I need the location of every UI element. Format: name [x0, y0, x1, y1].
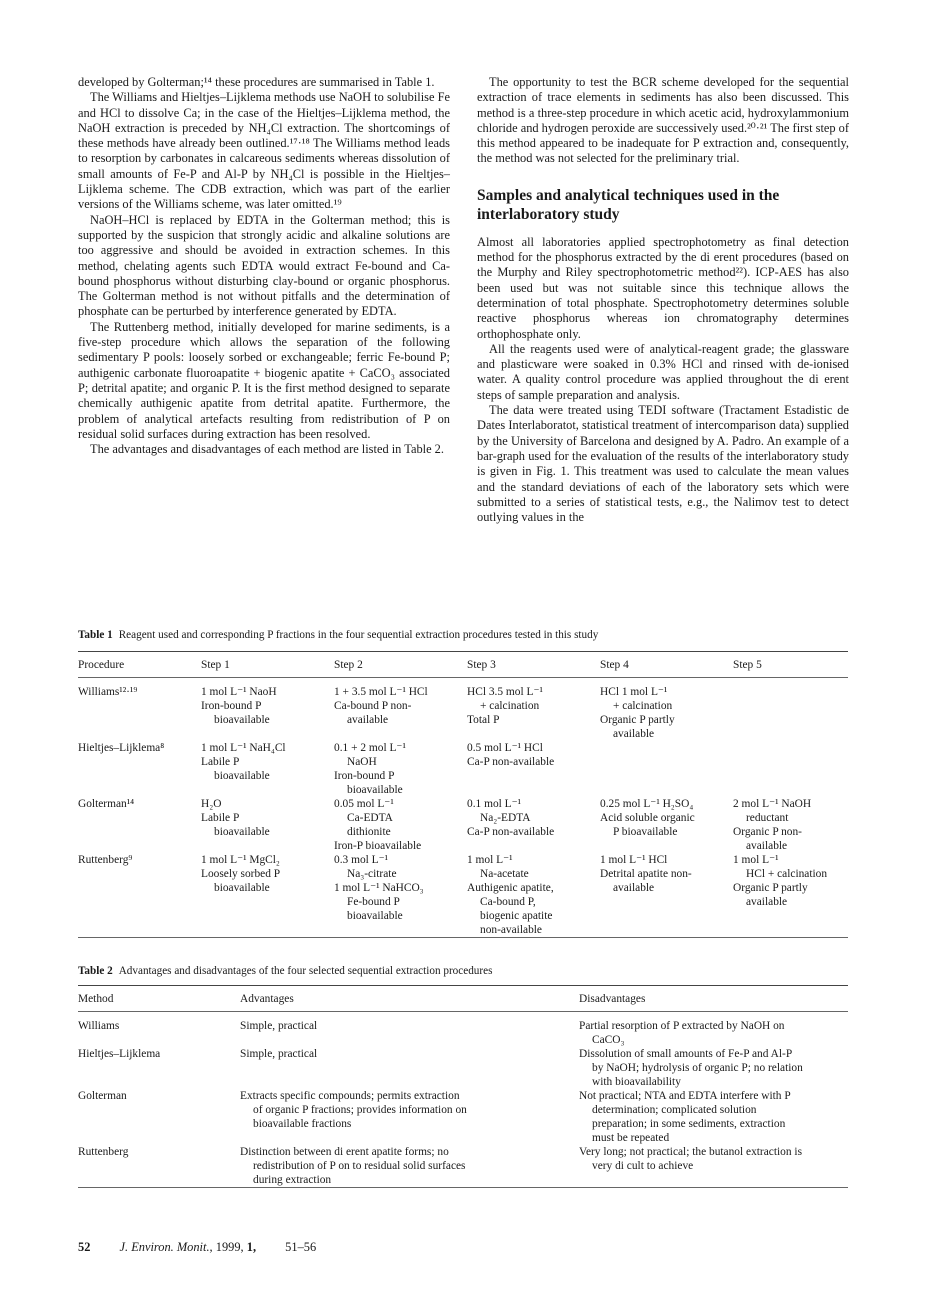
cell-line: Not practical; NTA and EDTA interfere with P [579, 1090, 791, 1102]
column-header: Disadvantages [579, 993, 646, 1005]
cell-line: Ca-bound P, [480, 896, 536, 908]
cell-line: available [613, 728, 655, 740]
cell-line: preparation; in some sediments, extraction [592, 1118, 786, 1130]
cell-line: must be repeated [592, 1132, 670, 1144]
table-cell [334, 797, 467, 853]
cell-line: H₂O [201, 798, 222, 810]
cell-line: 1 mol L⁻¹ MgCl₂ [201, 854, 280, 866]
cell-line: Loosely sorbed P [201, 868, 281, 880]
table-cell [240, 1012, 579, 1048]
cell-line: biogenic apatite [480, 910, 553, 922]
cell-line: 1 mol L⁻¹ NaH₄Cl [201, 742, 286, 754]
table-row [78, 853, 848, 938]
table-row [78, 1047, 848, 1089]
cell-line: Ca-EDTA [347, 812, 393, 824]
cell-line: Detrital apatite non- [600, 868, 692, 880]
paragraph: The opportunity to test the BCR scheme developed for the sequential extraction of trace elements in sediments has also been discussed. This method is a three-step procedure in which acetic acid, hydroxylammonium chloride and hydrogen peroxide are successively used.²⁰·²¹ The first step of this method appeared to be inadequate for P extraction and, consequently, the method was not selected for the preliminary trial. [477, 75, 849, 166]
table1 [78, 651, 848, 938]
cell-line: available [613, 882, 655, 894]
page-range: 51–56 [285, 1240, 317, 1254]
column-header: Step 4 [600, 659, 629, 671]
table-cell [600, 741, 733, 797]
table-cell [78, 853, 201, 938]
cell-line: Organic P partly [733, 882, 808, 894]
table-cell [579, 1145, 848, 1188]
table-cell [600, 678, 733, 742]
paragraph: The Williams and Hieltjes–Lijklema methods use NaOH to solubilise Fe and HCl to dissolve Ca; in the case of the Hieltjes–Lijklema method, the NaOH extraction is preceded by NH₄Cl extraction. The shortcomings of these methods have already been outlined.¹⁷·¹⁸ The Williams method leads to resorption by carbonates in calcareous sediments whereas dissolution of small amounts of Fe-P and Al-P by NH₄Cl is possible in the Hieltjes–Lijklema scheme. The CDB extraction, which was part of the earlier versions of the Williams scheme, was later omitted.¹⁹ [78, 90, 450, 212]
table-cell [78, 741, 201, 797]
table-cell [201, 853, 334, 938]
cell-line: Hieltjes–Lijklema [78, 1048, 161, 1060]
cell-line: Ca-P non-available [467, 756, 555, 768]
cell-line: Simple, practical [240, 1048, 318, 1060]
cell-line: Distinction between di erent apatite forms; no [240, 1146, 449, 1158]
cell-line: Ca-bound P non- [334, 700, 412, 712]
table-cell [240, 1047, 579, 1089]
cell-line: 1 mol L⁻¹ HCl [600, 854, 668, 866]
table-cell [78, 1012, 240, 1048]
cell-line: with bioavailability [592, 1076, 681, 1088]
column-header: Procedure [78, 659, 125, 671]
page-footer [78, 1240, 316, 1255]
cell-line: Authigenic apatite, [467, 882, 554, 894]
cell-line: available [746, 840, 788, 852]
cell-line: bioavailable [347, 784, 403, 796]
paragraph: developed by Golterman;¹⁴ these procedures are summarised in Table 1. [78, 75, 435, 89]
cell-line: Na-acetate [480, 868, 529, 880]
cell-line: 0.25 mol L⁻¹ H₂SO₄ [600, 798, 694, 810]
paragraph: The advantages and disadvantages of each method are listed in Table 2. [90, 442, 444, 457]
cell-line: Iron-bound P [334, 770, 395, 782]
table-row [78, 1012, 848, 1048]
cell-line: 0.05 mol L⁻¹ [334, 798, 394, 810]
table1-caption [78, 629, 598, 641]
cell-line: Ruttenberg⁹ [78, 854, 133, 866]
table-row [78, 797, 848, 853]
cell-line: Organic P non- [733, 826, 802, 838]
cell-line: Simple, practical [240, 1020, 318, 1032]
table-row [78, 678, 848, 742]
column-header: Advantages [240, 993, 294, 1005]
cell-line: Organic P partly [600, 714, 675, 726]
column-header: Step 5 [733, 659, 762, 671]
cell-line: 1 mol L⁻¹ [733, 854, 779, 866]
table1-caption-text: Reagent used and corresponding P fractions in the four sequential extraction procedures tested in this study [118, 629, 599, 641]
table2-caption-text: Advantages and disadvantages of the four selected sequential extraction procedures [118, 965, 493, 977]
cell-line: bioavailable [214, 882, 270, 894]
cell-line: HCl 1 mol L⁻¹ [600, 686, 668, 698]
cell-line: Labile P [201, 812, 240, 824]
table-row [78, 741, 848, 797]
table-cell [240, 1145, 579, 1188]
table-header-row [78, 986, 848, 1012]
table-cell [201, 741, 334, 797]
cell-line: HCl 3.5 mol L⁻¹ [467, 686, 543, 698]
table1-label: Table 1 [78, 629, 113, 641]
cell-line: 1 mol L⁻¹ NaoH [201, 686, 277, 698]
cell-line: CaCO₃ [592, 1034, 625, 1046]
journal-name: J. Environ. Monit., [119, 1240, 213, 1254]
table-cell [733, 853, 848, 938]
cell-line: 0.1 + 2 mol L⁻¹ [334, 742, 406, 754]
cell-line: Extracts specific compounds; permits extraction [240, 1090, 460, 1102]
cell-line: 0.1 mol L⁻¹ [467, 798, 522, 810]
cell-line: + calcination [480, 700, 540, 712]
cell-line: Hieltjes–Lijklema⁸ [78, 742, 165, 754]
cell-line: non-available [480, 924, 542, 936]
cell-line: Iron-bound P [201, 700, 262, 712]
column-header: Step 2 [334, 659, 363, 671]
table-cell [579, 1047, 848, 1089]
cell-line: Fe-bound P [347, 896, 400, 908]
cell-line: Very long; not practical; the butanol extraction is [579, 1146, 803, 1158]
cell-line: Na₂-EDTA [480, 812, 531, 824]
cell-line: P bioavailable [613, 826, 678, 838]
table2-label: Table 2 [78, 965, 113, 977]
cell-line: 0.5 mol L⁻¹ HCl [467, 742, 543, 754]
left-column [78, 75, 450, 457]
cell-line: Labile P [201, 756, 240, 768]
table2 [78, 985, 848, 1188]
cell-line: HCl + calcination [746, 868, 828, 880]
table-cell [600, 853, 733, 938]
right-column [477, 75, 849, 525]
table-cell [78, 797, 201, 853]
cell-line: NaOH [347, 756, 377, 768]
cell-line: 1 mol L⁻¹ [467, 854, 513, 866]
table-cell [600, 797, 733, 853]
table-row [78, 1089, 848, 1145]
cell-line: of organic P fractions; provides information on [253, 1104, 467, 1116]
cell-line: 1 mol L⁻¹ NaHCO₃ [334, 882, 424, 894]
table-cell [78, 1047, 240, 1089]
table-header-row [78, 652, 848, 678]
volume: 1, [246, 1240, 257, 1254]
cell-line: very di cult to achieve [592, 1160, 694, 1172]
cell-line: + calcination [613, 700, 673, 712]
column-header: Step 1 [201, 659, 230, 671]
cell-line: Iron-P bioavailable [334, 840, 422, 852]
table-row [78, 1145, 848, 1188]
table-cell [201, 678, 334, 742]
cell-line: dithionite [347, 826, 391, 838]
paragraph: Almost all laboratories applied spectrophotometry as final detection method for the phosphorus extracted by the di erent procedures (based on the Murphy and Riley spectrophotometric method²²). ICP-AES has also been used but was not suitable since this technique allows the determination of total phosphate. Spectrophotometry determines soluble reactive phosphorus whereas ion chromatography determines orthophosphate only. [477, 234, 849, 341]
cell-line: Acid soluble organic [600, 812, 695, 824]
cell-line: by NaOH; hydrolysis of organic P; no relation [592, 1062, 803, 1074]
table-cell [78, 678, 201, 742]
cell-line: Golterman [78, 1090, 127, 1102]
table-cell [240, 1089, 579, 1145]
table-cell [467, 678, 600, 742]
paragraph: All the reagents used were of analytical-reagent grade; the glassware and plasticware were soaked in 0.3% HCl and rinsed with de-ionised water. A quality control procedure was applied throughout the di erent steps of sample preparation and analysis. [477, 341, 849, 402]
paragraph: The Ruttenberg method, initially developed for marine sediments, is a five-step procedure which allows the separation of the following sedimentary P pools: loosely sorbed or exchangeable; ferric Fe-bound P; authigenic carbonate fluoroapatite + biogenic apatite + CaCO₃ associated P; detrital apatite; and organic P. It is the first method designed to separate chemically authigenic apatite from detrital apatite. Furthermore, the problem of analytical artefacts resulting from redistribution of P on residual solid surfaces during extraction has been resolved. [78, 319, 450, 441]
cell-line: available [347, 714, 389, 726]
table-cell [78, 1089, 240, 1145]
cell-line: bioavailable fractions [253, 1118, 352, 1130]
table-cell [579, 1089, 848, 1145]
table-cell [733, 797, 848, 853]
table-cell [334, 853, 467, 938]
table-cell [733, 741, 848, 797]
cell-line: bioavailable [347, 910, 403, 922]
paragraph: The data were treated using TEDI software (Tractament Estadistic de Dates Interlaboratot, statistical treatment of intercomparison data) supplied by the University of Barcelona and designed by A. Padro. An example of a bar-graph used for the evaluation of the results of the interlaboratory study is given in Fig. 1. This treatment was used to calculate the mean values and the standard deviations of each of the laboratory sets which were submitted to a series of statistical tests, e.g., the Nalimov test to detect outlying values in the [477, 403, 849, 525]
paragraph: NaOH–HCl is replaced by EDTA in the Golterman method; this is supported by the suspicion that strongly acidic and alkaline solutions are too aggressive and should be avoided in extraction schemes. In this method, chelating agents such EDTA would extract Fe-bound and Ca-bound phosphorus without disturbing clay-bound or organic phosphorus. The Golterman method is not without pitfalls and the determination of phosphate can be perturbed by interference generated by EDTA. [78, 212, 450, 319]
column-header: Method [78, 993, 114, 1005]
table2-caption [78, 965, 492, 977]
cell-line: Partial resorption of P extracted by NaOH on [579, 1020, 785, 1032]
table-cell [334, 741, 467, 797]
column-header: Step 3 [467, 659, 496, 671]
cell-line: determination; complicated solution [592, 1104, 757, 1116]
cell-line: Williams [78, 1020, 120, 1032]
cell-line: Dissolution of small amounts of Fe-P and Al-P [579, 1048, 793, 1060]
year: 1999, [215, 1240, 244, 1254]
cell-line: bioavailable [214, 714, 270, 726]
cell-line: reductant [746, 812, 789, 824]
cell-line: Williams¹²·¹⁹ [78, 686, 138, 698]
cell-line: Golterman¹⁴ [78, 798, 135, 810]
cell-line: 0.3 mol L⁻¹ [334, 854, 389, 866]
cell-line: 1 + 3.5 mol L⁻¹ HCl [334, 686, 428, 698]
section-heading: Samples and analytical techniques used in the interlaboratory study [477, 186, 780, 223]
table-cell [334, 678, 467, 742]
cell-line: bioavailable [214, 770, 270, 782]
cell-line: bioavailable [214, 826, 270, 838]
table-cell [467, 853, 600, 938]
table-cell [467, 741, 600, 797]
cell-line: Total P [467, 714, 500, 726]
table-cell [201, 797, 334, 853]
cell-line: Ca-P non-available [467, 826, 555, 838]
cell-line: Na₃-citrate [347, 868, 397, 880]
table-cell [579, 1012, 848, 1048]
table-cell [733, 678, 848, 742]
cell-line: available [746, 896, 788, 908]
cell-line: during extraction [253, 1174, 332, 1186]
cell-line: Ruttenberg [78, 1146, 129, 1158]
cell-line: redistribution of P on to residual solid surfaces [253, 1160, 466, 1172]
page-number: 52 [78, 1240, 91, 1254]
table-cell [78, 1145, 240, 1188]
table-cell [467, 797, 600, 853]
cell-line: 2 mol L⁻¹ NaOH [733, 798, 812, 810]
